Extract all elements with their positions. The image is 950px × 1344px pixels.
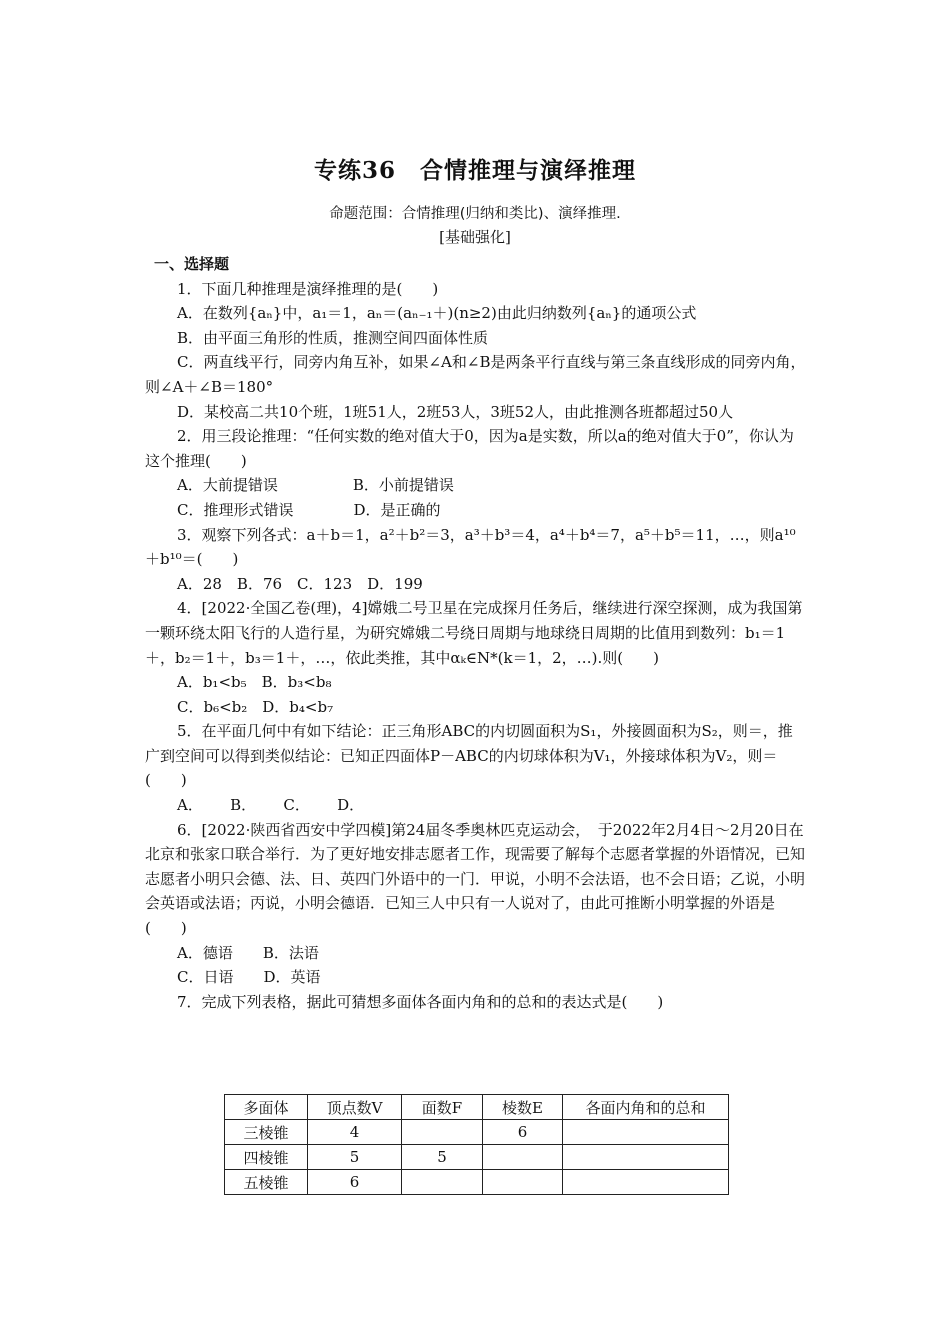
polyhedron-table bbox=[224, 1094, 729, 1195]
table-header: 多面体 bbox=[225, 1095, 308, 1120]
question-paragraph: 3．观察下列各式：a＋b＝1，a²＋b²＝3，a³＋b³＝4，a⁴＋b⁴＝7，a⁵＋b⁵＝11，…，则a¹⁰＋b¹⁰＝( ) bbox=[145, 525, 796, 569]
question-paragraph: 7．完成下列表格，据此可猜想多面体各面内角和的总和的表达式是( ) bbox=[177, 992, 664, 1011]
page-title: 专练36 合情推理与演绎推理 bbox=[313, 157, 636, 184]
question-paragraph: 1．下面几种推理是演绎推理的是( ) bbox=[177, 279, 439, 298]
question-paragraph: 5．在平面几何中有如下结论：正三角形ABC的内切圆面积为S₁，外接圆面积为S₂，则＝，推广到空间可以得到类似结论：已知正四面体P－ABC的内切球体积为V₁，外接球体积为V₂，则＝( ) bbox=[145, 722, 793, 790]
table-cell: 6 bbox=[308, 1170, 402, 1195]
question-paragraph: 2．用三段论推理：“任何实数的绝对值大于0，因为a是实数，所以a的绝对值大于0”，你认为这个推理( ) bbox=[145, 427, 794, 470]
option-line: C．b₆<b₂ D．b₄<b₇ bbox=[177, 697, 334, 716]
table-cell: 三棱锥 bbox=[225, 1120, 308, 1145]
table-header: 棱数E bbox=[483, 1095, 563, 1120]
table-cell: 4 bbox=[308, 1120, 402, 1145]
table-cell bbox=[563, 1170, 729, 1195]
section-heading: 一、选择题 bbox=[154, 255, 230, 273]
scope-line: 命题范围：合情推理(归纳和类比)、演绎推理. bbox=[329, 206, 621, 222]
table-header: 顶点数V bbox=[308, 1095, 402, 1120]
option-line: A．大前提错误 B．小前提错误 bbox=[177, 476, 454, 495]
table-header: 各面内角和的总和 bbox=[563, 1095, 729, 1120]
table-header-row bbox=[225, 1095, 729, 1120]
option-line: A．德语 B．法语 bbox=[177, 943, 319, 962]
table-cell bbox=[483, 1170, 563, 1195]
question-body bbox=[145, 252, 807, 1014]
table-header: 面数F bbox=[402, 1095, 483, 1120]
section-tag: [基础强化] bbox=[439, 228, 511, 246]
question-paragraph: 6．[2022·陕西省西安中学四模]第24届冬季奥林匹克运动会， 于2022年2月4日～2月20日在北京和张家口联合举行．为了更好地安排志愿者工作，现需要了解每个志愿者掌握的外语情况，已知志愿者小明只会德、法、日、英四门外语中的一门．甲说，小明不会法语，也不会日语；乙说，小明会英语或法语；丙说，小明会德语．已知三人中只有一人说对了，由此可推断小明掌握的外语是( ) bbox=[145, 820, 806, 938]
table-row bbox=[225, 1170, 729, 1195]
question-paragraph: D．某校高二共10个班，1班51人，2班53人，3班52人，由此推测各班都超过50人 bbox=[177, 402, 734, 421]
question-lines bbox=[145, 277, 807, 1015]
option-line: A．b₁<b₅ B．b₃<b₈ bbox=[177, 673, 332, 692]
option-line: A．在数列{aₙ}中，a₁＝1，aₙ＝(aₙ₋₁＋)(n≥2)由此归纳数列{aₙ}的通项公式 bbox=[177, 304, 697, 323]
table-cell: 四棱锥 bbox=[225, 1145, 308, 1170]
option-line: C．日语 D．英语 bbox=[177, 968, 321, 987]
table-cell: 5 bbox=[402, 1145, 483, 1170]
table-row bbox=[225, 1145, 729, 1170]
table-cell bbox=[402, 1170, 483, 1195]
option-line: C．推理形式错误 D．是正确的 bbox=[177, 500, 441, 519]
option-line: A． B． C． D． bbox=[177, 796, 365, 815]
question-paragraph: C．两直线平行，同旁内角互补，如果∠A和∠B是两条平行直线与第三条直线形成的同旁内角，则∠A＋∠B＝180° bbox=[145, 353, 806, 396]
option-line: A．28 B．76 C．123 D．199 bbox=[177, 574, 423, 593]
table-cell: 五棱锥 bbox=[225, 1170, 308, 1195]
table-cell bbox=[563, 1120, 729, 1145]
table-cell: 6 bbox=[483, 1120, 563, 1145]
table-cell bbox=[483, 1145, 563, 1170]
table-cell: 5 bbox=[308, 1145, 402, 1170]
table-cell bbox=[402, 1120, 483, 1145]
question-paragraph: 4．[2022·全国乙卷(理)，4]嫦娥二号卫星在完成探月任务后，继续进行深空探测，成为我国第一颗环绕太阳飞行的人造行星，为研究嫦娥二号绕日周期与地球绕日周期的比值用到数列：b₁＝1＋，b₂＝1＋，b₃＝1＋，…，依此类推，其中αₖ∈N*(k＝1，2，…).则( ) bbox=[145, 599, 803, 667]
option-line: B．由平面三角形的性质，推测空间四面体性质 bbox=[177, 328, 489, 347]
table-row bbox=[225, 1120, 729, 1145]
table-cell bbox=[563, 1145, 729, 1170]
